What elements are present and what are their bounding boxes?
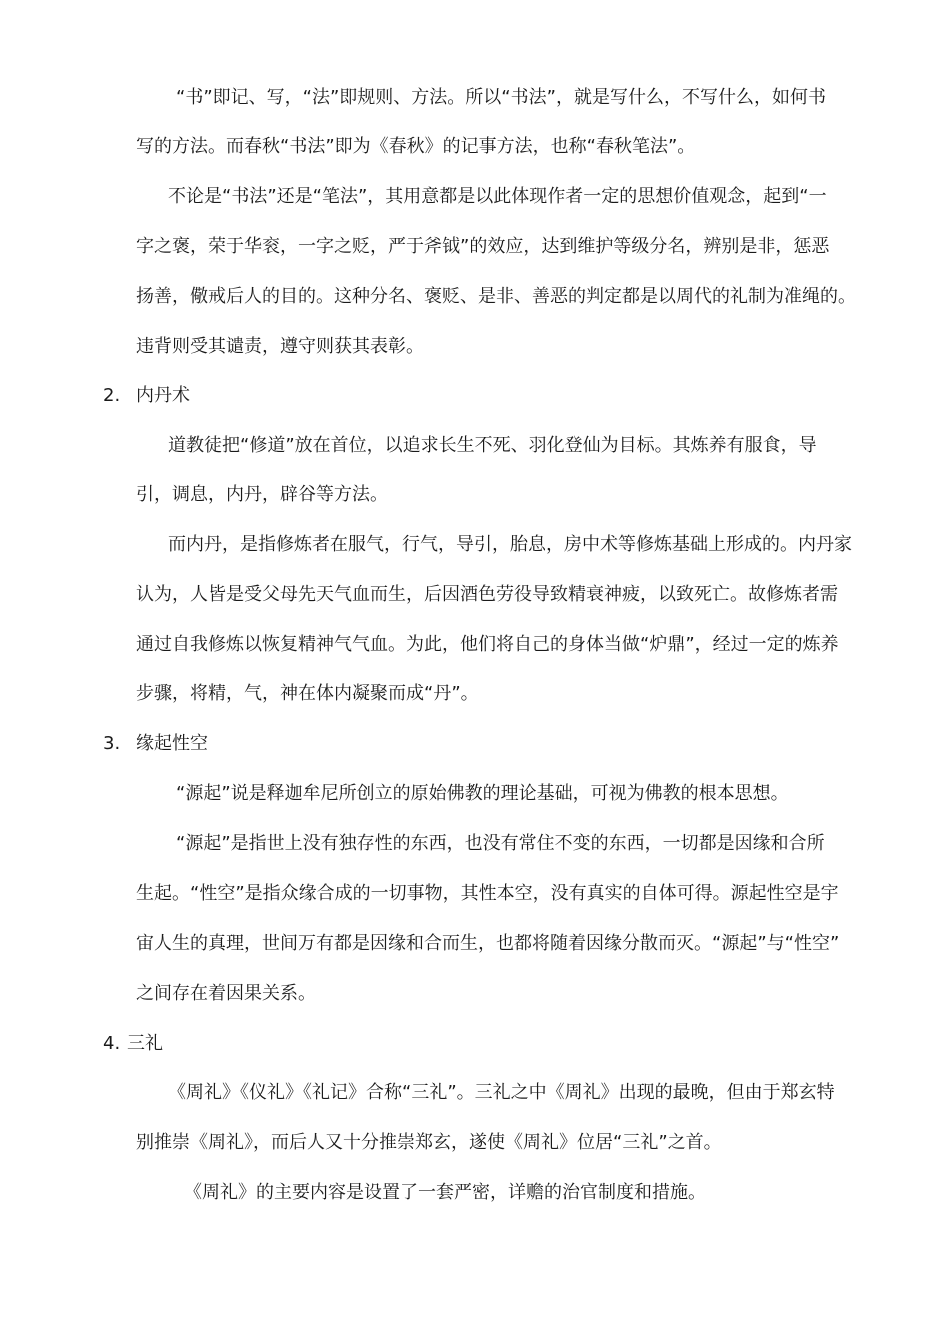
text-line: 字之褒，荣于华衮，一字之贬，严于斧钺”的效应，达到维护等级分名，辨别是非，惩恶 — [136, 236, 830, 257]
text-line: 引，调息，内丹，辟谷等方法。 — [136, 484, 388, 505]
text-line: 《周礼》的主要内容是设置了一套严密，详赡的治官制度和措施。 — [184, 1182, 706, 1203]
text-line: 宙人生的真理，世间万有都是因缘和合而生，也都将随着因缘分散而灭。“源起”与“性空” — [136, 933, 840, 954]
text-line: 写的方法。而春秋“书法”即为《春秋》的记事方法，也称“春秋笔法”。 — [136, 136, 696, 157]
text-line: 道教徒把“修道”放在首位，以追求长生不死、羽化登仙为目标。其炼养有服食，导 — [168, 435, 817, 456]
section-title: 缘起性空 — [136, 733, 208, 754]
section-heading — [103, 1032, 163, 1056]
section-number: 4. — [103, 1033, 121, 1054]
text-line: 生起。“性空”是指众缘合成的一切事物，其性本空，没有真实的自体可得。源起性空是宇 — [136, 883, 839, 904]
text-line: 步骤，将精，气，神在体内凝聚而成“丹”。 — [136, 683, 479, 704]
text-line: 认为，人皆是受父母先天气血而生，后因酒色劳役导致精衰神疲，以致死亡。故修炼者需 — [136, 584, 838, 605]
text-line: 之间存在着因果关系。 — [136, 983, 316, 1004]
text-line: 违背则受其谴责，遵守则获其表彰。 — [136, 336, 424, 357]
section-heading — [103, 384, 190, 408]
text-line: 扬善，儆戒后人的目的。这种分名、褒贬、是非、善恶的判定都是以周代的礼制为准绳的。 — [136, 286, 856, 307]
text-line: “源起”说是释迦牟尼所创立的原始佛教的理论基础，可视为佛教的根本思想。 — [176, 783, 789, 804]
section-title: 内丹术 — [136, 385, 190, 406]
section-number: 2. — [103, 385, 121, 406]
text-line: 《周礼》《仪礼》《礼记》合称“三礼”。三礼之中《周礼》出现的最晚，但由于郑玄特 — [168, 1082, 835, 1103]
text-line: 通过自我修炼以恢复精神气气血。为此，他们将自己的身体当做“炉鼎”，经过一定的炼养 — [136, 634, 839, 655]
section-title: 三礼 — [127, 1033, 163, 1054]
text-line: 而内丹，是指修炼者在服气，行气，导引，胎息，房中术等修炼基础上形成的。内丹家 — [168, 534, 852, 555]
text-line: “源起”是指世上没有独存性的东西，也没有常住不变的东西，一切都是因缘和合所 — [176, 833, 825, 854]
section-heading — [103, 732, 208, 756]
section-number: 3. — [103, 733, 121, 754]
text-line: “书”即记、写，“法”即规则、方法。所以“书法”，就是写什么，不写什么，如何书 — [176, 87, 826, 108]
text-line: 别推崇《周礼》，而后人又十分推崇郑玄，遂使《周礼》位居“三礼”之首。 — [136, 1132, 722, 1153]
text-line: 不论是“书法”还是“笔法”，其用意都是以此体现作者一定的思想价值观念，起到“一 — [168, 186, 827, 207]
